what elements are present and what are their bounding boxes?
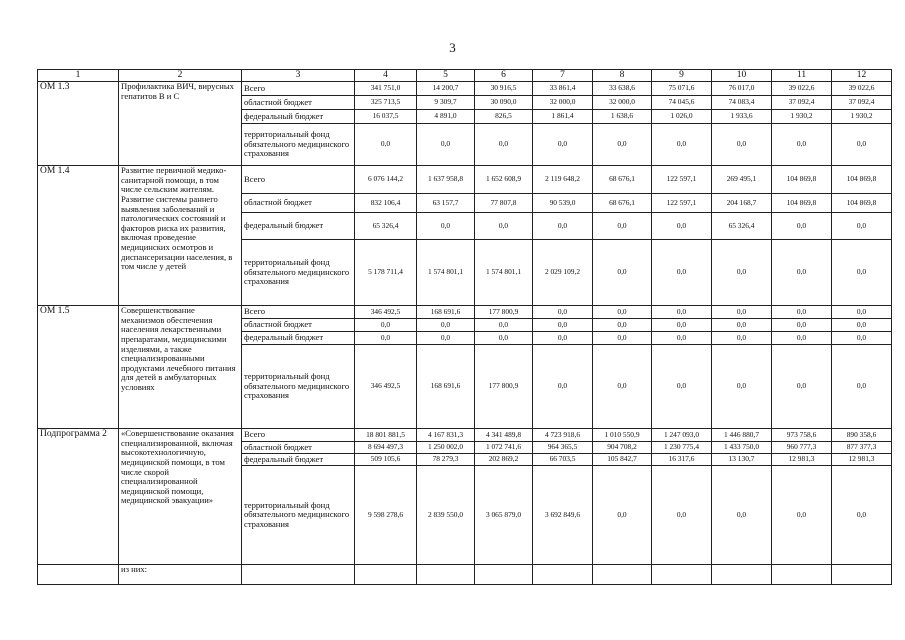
amount-cell: 0,0	[593, 466, 652, 565]
amount-cell: 0,0	[772, 240, 832, 306]
amount-cell: 39 022,6	[832, 82, 892, 96]
amount-cell: 78 279,3	[417, 454, 475, 466]
amount-cell: 1 930,2	[772, 110, 832, 124]
amount-cell: 0,0	[772, 124, 832, 166]
amount-cell: 75 071,6	[652, 82, 712, 96]
amount-cell: 1 574 801,1	[475, 240, 533, 306]
amount-cell: 0,0	[355, 319, 417, 332]
empty-cell	[242, 565, 355, 585]
amount-cell: 12 981,3	[832, 454, 892, 466]
amount-cell: 177 800,9	[475, 345, 533, 429]
amount-cell: 0,0	[417, 124, 475, 166]
empty-cell	[593, 565, 652, 585]
amount-cell: 0,0	[832, 466, 892, 565]
footer-label: из них:	[119, 565, 242, 585]
amount-cell: 122 597,1	[652, 194, 712, 213]
amount-cell: 325 713,5	[355, 96, 417, 110]
program-name: Развитие первичной медико-санитарной помощи, в том числе сельским жителям. Развитие системы раннего выявления заболеваний и патологических состояний и факторов риска их развития, включая проведение медицинских осмотров и диспансеризации населения, в том числе у детей	[119, 166, 242, 306]
amount-cell: 4 341 489,8	[475, 429, 533, 442]
funding-source: федеральный бюджет	[242, 110, 355, 124]
amount-cell: 0,0	[417, 332, 475, 345]
amount-cell: 0,0	[417, 319, 475, 332]
funding-source: областной бюджет	[242, 319, 355, 332]
amount-cell: 0,0	[475, 213, 533, 240]
amount-cell: 104 869,8	[832, 166, 892, 194]
amount-cell: 0,0	[832, 319, 892, 332]
column-number-3: 3	[242, 70, 355, 82]
amount-cell: 18 801 881,5	[355, 429, 417, 442]
amount-cell: 1 638,6	[593, 110, 652, 124]
funding-source: территориальный фонд обязательного медицинского страхования	[242, 124, 355, 166]
amount-cell: 1 861,4	[533, 110, 593, 124]
amount-cell: 90 539,0	[533, 194, 593, 213]
amount-cell: 0,0	[712, 345, 772, 429]
amount-cell: 1 010 550,9	[593, 429, 652, 442]
amount-cell: 0,0	[712, 319, 772, 332]
amount-cell: 0,0	[593, 319, 652, 332]
amount-cell: 0,0	[772, 466, 832, 565]
amount-cell: 832 106,4	[355, 194, 417, 213]
amount-cell: 0,0	[772, 213, 832, 240]
amount-cell: 68 676,1	[593, 166, 652, 194]
column-number-6: 6	[475, 70, 533, 82]
funding-source: территориальный фонд обязательного медицинского страхования	[242, 240, 355, 306]
amount-cell: 341 751,0	[355, 82, 417, 96]
amount-cell: 1 933,6	[712, 110, 772, 124]
amount-cell: 0,0	[712, 124, 772, 166]
amount-cell: 1 072 741,6	[475, 442, 533, 454]
amount-cell: 1 930,2	[832, 110, 892, 124]
funding-source: Всего	[242, 82, 355, 96]
amount-cell: 0,0	[475, 124, 533, 166]
amount-cell: 0,0	[712, 332, 772, 345]
amount-cell: 346 492,5	[355, 306, 417, 319]
amount-cell: 0,0	[772, 345, 832, 429]
funding-source: областной бюджет	[242, 96, 355, 110]
amount-cell: 9 309,7	[417, 96, 475, 110]
amount-cell: 904 708,2	[593, 442, 652, 454]
amount-cell: 9 598 278,6	[355, 466, 417, 565]
empty-cell	[832, 565, 892, 585]
amount-cell: 0,0	[533, 124, 593, 166]
program-name: Профилактика ВИЧ, вирусных гепатитов В и С	[119, 82, 242, 166]
amount-cell: 32 000,0	[533, 96, 593, 110]
column-number-1: 1	[38, 70, 119, 82]
amount-cell: 0,0	[593, 306, 652, 319]
amount-cell: 269 495,1	[712, 166, 772, 194]
column-number-7: 7	[533, 70, 593, 82]
amount-cell: 509 105,6	[355, 454, 417, 466]
amount-cell: 0,0	[533, 213, 593, 240]
amount-cell: 0,0	[652, 124, 712, 166]
amount-cell: 33 638,6	[593, 82, 652, 96]
amount-cell: 1 433 750,0	[712, 442, 772, 454]
amount-cell: 168 691,6	[417, 306, 475, 319]
column-number-9: 9	[652, 70, 712, 82]
amount-cell: 177 800,9	[475, 306, 533, 319]
amount-cell: 202 869,2	[475, 454, 533, 466]
amount-cell: 30 916,5	[475, 82, 533, 96]
amount-cell: 6 076 144,2	[355, 166, 417, 194]
amount-cell: 0,0	[593, 345, 652, 429]
amount-cell: 2 119 648,2	[533, 166, 593, 194]
amount-cell: 12 981,3	[772, 454, 832, 466]
amount-cell: 960 777,3	[772, 442, 832, 454]
amount-cell: 0,0	[652, 240, 712, 306]
empty-cell	[652, 565, 712, 585]
amount-cell: 65 326,4	[712, 213, 772, 240]
column-number-8: 8	[593, 70, 652, 82]
amount-cell: 63 157,7	[417, 194, 475, 213]
amount-cell: 13 130,7	[712, 454, 772, 466]
amount-cell: 0,0	[652, 332, 712, 345]
table-row	[38, 429, 892, 442]
amount-cell: 0,0	[652, 213, 712, 240]
budget-table	[37, 69, 892, 585]
funding-source: территориальный фонд обязательного медицинского страхования	[242, 466, 355, 565]
column-number-5: 5	[417, 70, 475, 82]
funding-source: областной бюджет	[242, 442, 355, 454]
column-number-row	[38, 70, 892, 82]
amount-cell: 2 029 109,2	[533, 240, 593, 306]
amount-cell: 74 083,4	[712, 96, 772, 110]
column-number-2: 2	[119, 70, 242, 82]
amount-cell: 168 691,6	[417, 345, 475, 429]
amount-cell: 0,0	[832, 306, 892, 319]
column-number-4: 4	[355, 70, 417, 82]
amount-cell: 0,0	[355, 124, 417, 166]
amount-cell: 3 065 879,0	[475, 466, 533, 565]
amount-cell: 0,0	[772, 332, 832, 345]
amount-cell: 37 092,4	[772, 96, 832, 110]
funding-source: федеральный бюджет	[242, 332, 355, 345]
amount-cell: 0,0	[593, 213, 652, 240]
amount-cell: 0,0	[417, 213, 475, 240]
amount-cell: 1 250 002,0	[417, 442, 475, 454]
amount-cell: 0,0	[772, 319, 832, 332]
amount-cell: 68 676,1	[593, 194, 652, 213]
amount-cell: 77 807,8	[475, 194, 533, 213]
amount-cell: 4 891,0	[417, 110, 475, 124]
funding-source: федеральный бюджет	[242, 213, 355, 240]
amount-cell: 4 723 918,6	[533, 429, 593, 442]
funding-source: областной бюджет	[242, 194, 355, 213]
amount-cell: 0,0	[533, 319, 593, 332]
amount-cell: 5 178 711,4	[355, 240, 417, 306]
amount-cell: 39 022,6	[772, 82, 832, 96]
empty-cell	[417, 565, 475, 585]
amount-cell: 973 758,6	[772, 429, 832, 442]
amount-cell: 204 168,7	[712, 194, 772, 213]
amount-cell: 0,0	[832, 124, 892, 166]
column-number-12: 12	[832, 70, 892, 82]
table-row	[38, 306, 892, 319]
amount-cell: 4 167 831,3	[417, 429, 475, 442]
amount-cell: 0,0	[355, 332, 417, 345]
amount-cell: 32 000,0	[593, 96, 652, 110]
amount-cell: 0,0	[593, 240, 652, 306]
amount-cell: 1 247 093,0	[652, 429, 712, 442]
program-code: ОМ 1.5	[38, 306, 119, 429]
amount-cell: 0,0	[533, 306, 593, 319]
amount-cell: 0,0	[652, 306, 712, 319]
amount-cell: 0,0	[712, 466, 772, 565]
amount-cell: 0,0	[533, 332, 593, 345]
funding-source: федеральный бюджет	[242, 454, 355, 466]
amount-cell: 1 637 958,8	[417, 166, 475, 194]
page-number: 3	[449, 40, 456, 55]
funding-source: Всего	[242, 429, 355, 442]
column-number-11: 11	[772, 70, 832, 82]
empty-cell	[712, 565, 772, 585]
program-name: Совершенствование механизмов обеспечения населения лекарственными препаратами, медицинскими изделиями, а также специализированными продуктами лечебного питания для детей в амбулаторных условиях	[119, 306, 242, 429]
funding-source: Всего	[242, 166, 355, 194]
amount-cell: 0,0	[832, 213, 892, 240]
amount-cell: 346 492,5	[355, 345, 417, 429]
program-code: Подпрограмма 2	[38, 429, 119, 565]
amount-cell: 0,0	[712, 240, 772, 306]
footer-row	[38, 565, 892, 585]
funding-source: Всего	[242, 306, 355, 319]
amount-cell: 2 839 550,0	[417, 466, 475, 565]
amount-cell: 33 861,4	[533, 82, 593, 96]
empty-cell	[38, 565, 119, 585]
table-row	[38, 82, 892, 96]
amount-cell: 0,0	[772, 306, 832, 319]
amount-cell: 16 037,5	[355, 110, 417, 124]
amount-cell: 964 365,5	[533, 442, 593, 454]
amount-cell: 1 574 801,1	[417, 240, 475, 306]
amount-cell: 890 358,6	[832, 429, 892, 442]
amount-cell: 16 317,6	[652, 454, 712, 466]
amount-cell: 30 090,0	[475, 96, 533, 110]
program-name: «Совершенствование оказания специализированной, включая высокотехнологичную, медицинской помощи, в том числе скорой специализированной медицинской помощи, медицинской эвакуации»	[119, 429, 242, 565]
amount-cell: 1 652 608,9	[475, 166, 533, 194]
amount-cell: 0,0	[652, 466, 712, 565]
amount-cell: 0,0	[593, 124, 652, 166]
amount-cell: 104 869,8	[772, 194, 832, 213]
amount-cell: 66 703,5	[533, 454, 593, 466]
empty-cell	[772, 565, 832, 585]
amount-cell: 8 694 497,3	[355, 442, 417, 454]
amount-cell: 1 446 880,7	[712, 429, 772, 442]
amount-cell: 104 869,8	[772, 166, 832, 194]
amount-cell: 0,0	[475, 332, 533, 345]
empty-cell	[355, 565, 417, 585]
amount-cell: 3 692 849,6	[533, 466, 593, 565]
amount-cell: 1 230 775,4	[652, 442, 712, 454]
amount-cell: 826,5	[475, 110, 533, 124]
amount-cell: 14 200,7	[417, 82, 475, 96]
amount-cell: 0,0	[832, 240, 892, 306]
amount-cell: 0,0	[652, 345, 712, 429]
amount-cell: 65 326,4	[355, 213, 417, 240]
amount-cell: 877 377,3	[832, 442, 892, 454]
amount-cell: 0,0	[475, 319, 533, 332]
amount-cell: 76 017,0	[712, 82, 772, 96]
amount-cell: 0,0	[712, 306, 772, 319]
program-code: ОМ 1.4	[38, 166, 119, 306]
amount-cell: 1 026,0	[652, 110, 712, 124]
empty-cell	[475, 565, 533, 585]
amount-cell: 0,0	[832, 345, 892, 429]
table-row	[38, 166, 892, 194]
empty-cell	[533, 565, 593, 585]
program-code: ОМ 1.3	[38, 82, 119, 166]
amount-cell: 0,0	[832, 332, 892, 345]
column-number-10: 10	[712, 70, 772, 82]
amount-cell: 122 597,1	[652, 166, 712, 194]
amount-cell: 105 842,7	[593, 454, 652, 466]
amount-cell: 0,0	[593, 332, 652, 345]
amount-cell: 74 045,6	[652, 96, 712, 110]
amount-cell: 104 869,8	[832, 194, 892, 213]
funding-source: территориальный фонд обязательного медицинского страхования	[242, 345, 355, 429]
amount-cell: 0,0	[652, 319, 712, 332]
amount-cell: 37 092,4	[832, 96, 892, 110]
amount-cell: 0,0	[533, 345, 593, 429]
